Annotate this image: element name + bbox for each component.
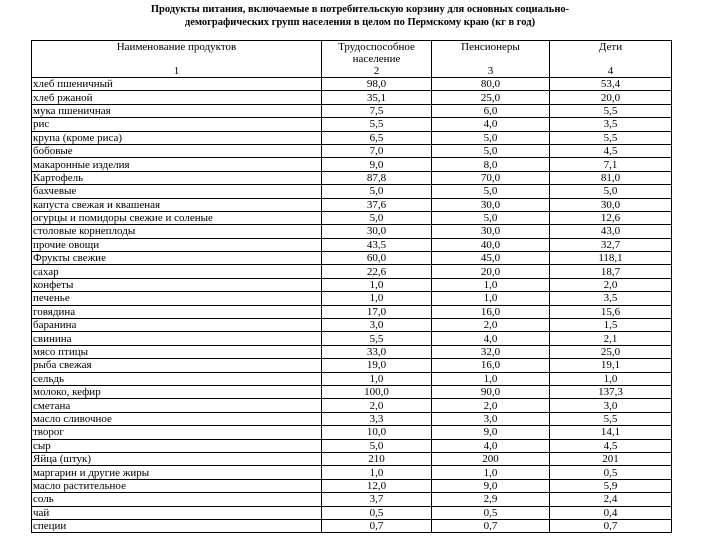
children-value: 5,0 [550,185,672,198]
working-population-value: 210 [322,452,432,465]
product-name-cell: бахчевые [32,185,322,198]
pensioners-value: 4,0 [432,118,550,131]
table-row [32,519,672,532]
product-name-cell: столовые корнеплоды [32,225,322,238]
pensioners-value: 200 [432,452,550,465]
pensioners-value: 8,0 [432,158,550,171]
children-value: 5,9 [550,479,672,492]
product-name-cell: макаронные изделия [32,158,322,171]
working-population-value: 3,3 [322,412,432,425]
column-number-row [32,65,672,78]
product-name-cell: специи [32,519,322,532]
children-value: 2,1 [550,332,672,345]
header-children: Дети [550,41,672,66]
table-row [32,104,672,117]
product-name-cell: свинина [32,332,322,345]
working-population-value: 5,0 [322,439,432,452]
pensioners-value: 0,7 [432,519,550,532]
table-row [32,185,672,198]
product-name-cell: сыр [32,439,322,452]
children-value: 81,0 [550,171,672,184]
children-value: 5,5 [550,412,672,425]
children-value: 4,5 [550,439,672,452]
pensioners-value: 1,0 [432,278,550,291]
table-row [32,493,672,506]
working-population-value: 1,0 [322,278,432,291]
table-row [32,372,672,385]
children-value: 0,5 [550,466,672,479]
table-row [32,345,672,358]
header-pensioners: Пенсионеры [432,41,550,66]
working-population-value: 5,0 [322,185,432,198]
working-population-value: 5,0 [322,211,432,224]
pensioners-value: 9,0 [432,426,550,439]
table-header-row [32,41,672,66]
product-name-cell: Яйца (штук) [32,452,322,465]
pensioners-value: 6,0 [432,104,550,117]
column-number: 1 [32,65,322,78]
working-population-value: 3,7 [322,493,432,506]
children-value: 201 [550,452,672,465]
pensioners-value: 5,0 [432,144,550,157]
table-row [32,171,672,184]
pensioners-value: 30,0 [432,198,550,211]
pensioners-value: 3,0 [432,412,550,425]
pensioners-value: 2,0 [432,399,550,412]
pensioners-value: 80,0 [432,78,550,91]
children-value: 118,1 [550,252,672,265]
title-line-2: демографических групп населения в целом по Пермскому краю (кг в год) [184,17,536,28]
pensioners-value: 1,0 [432,292,550,305]
table-row [32,479,672,492]
working-population-value: 60,0 [322,252,432,265]
pensioners-value: 1,0 [432,372,550,385]
pensioners-value: 0,5 [432,506,550,519]
children-value: 30,0 [550,198,672,211]
product-name-cell: соль [32,493,322,506]
product-name-cell: прочие овощи [32,238,322,251]
children-value: 5,5 [550,104,672,117]
product-name-cell: капуста свежая и квашеная [32,198,322,211]
children-value: 1,5 [550,319,672,332]
product-name-cell: рыба свежая [32,359,322,372]
pensioners-value: 4,0 [432,439,550,452]
product-name-cell: мука пшеничная [32,104,322,117]
table-row [32,91,672,104]
product-name-cell: баранина [32,319,322,332]
working-population-value: 1,0 [322,372,432,385]
header-product-name: Наименование продуктов [32,41,322,66]
table-row [32,359,672,372]
pensioners-value: 25,0 [432,91,550,104]
children-value: 15,6 [550,305,672,318]
document-title [60,3,660,29]
header-working-population: Трудоспособное население [322,41,432,66]
table-row [32,506,672,519]
children-value: 5,5 [550,131,672,144]
working-population-value: 98,0 [322,78,432,91]
table-row [32,278,672,291]
table-row [32,385,672,398]
table-row [32,252,672,265]
food-basket-table [31,40,672,533]
pensioners-value: 5,0 [432,211,550,224]
table-row [32,225,672,238]
children-value: 4,5 [550,144,672,157]
children-value: 18,7 [550,265,672,278]
pensioners-value: 2,0 [432,319,550,332]
product-name-cell: рис [32,118,322,131]
pensioners-value: 4,0 [432,332,550,345]
children-value: 20,0 [550,91,672,104]
product-name-cell: сметана [32,399,322,412]
pensioners-value: 16,0 [432,359,550,372]
pensioners-value: 5,0 [432,131,550,144]
children-value: 7,1 [550,158,672,171]
working-population-value: 100,0 [322,385,432,398]
children-value: 3,0 [550,399,672,412]
pensioners-value: 2,9 [432,493,550,506]
children-value: 3,5 [550,292,672,305]
children-value: 3,5 [550,118,672,131]
product-name-cell: говядина [32,305,322,318]
pensioners-value: 70,0 [432,171,550,184]
product-name-cell: сахар [32,265,322,278]
children-value: 25,0 [550,345,672,358]
table-row [32,332,672,345]
pensioners-value: 32,0 [432,345,550,358]
product-name-cell: масло сливочное [32,412,322,425]
working-population-value: 37,6 [322,198,432,211]
working-population-value: 9,0 [322,158,432,171]
working-population-value: 43,5 [322,238,432,251]
table-row [32,131,672,144]
table-row [32,439,672,452]
working-population-value: 10,0 [322,426,432,439]
table-row [32,238,672,251]
children-value: 14,1 [550,426,672,439]
children-value: 2,0 [550,278,672,291]
working-population-value: 7,0 [322,144,432,157]
table-row [32,319,672,332]
pensioners-value: 16,0 [432,305,550,318]
product-name-cell: конфеты [32,278,322,291]
working-population-value: 7,5 [322,104,432,117]
product-name-cell: хлеб ржаной [32,91,322,104]
working-population-value: 12,0 [322,479,432,492]
product-name-cell: хлеб пшеничный [32,78,322,91]
working-population-value: 0,5 [322,506,432,519]
working-population-value: 2,0 [322,399,432,412]
working-population-value: 6,5 [322,131,432,144]
column-number: 2 [322,65,432,78]
product-name-cell: бобовые [32,144,322,157]
table-row [32,158,672,171]
table-row [32,265,672,278]
children-value: 2,4 [550,493,672,506]
working-population-value: 5,5 [322,118,432,131]
pensioners-value: 45,0 [432,252,550,265]
column-number: 3 [432,65,550,78]
working-population-value: 17,0 [322,305,432,318]
children-value: 32,7 [550,238,672,251]
children-value: 0,7 [550,519,672,532]
working-population-value: 5,5 [322,332,432,345]
product-name-cell: творог [32,426,322,439]
pensioners-value: 40,0 [432,238,550,251]
table-row [32,305,672,318]
product-name-cell: молоко, кефир [32,385,322,398]
working-population-value: 30,0 [322,225,432,238]
product-name-cell: масло растительное [32,479,322,492]
table-row [32,292,672,305]
children-value: 53,4 [550,78,672,91]
pensioners-value: 9,0 [432,479,550,492]
product-name-cell: мясо птицы [32,345,322,358]
table-row [32,118,672,131]
working-population-value: 3,0 [322,319,432,332]
product-name-cell: Картофель [32,171,322,184]
children-value: 43,0 [550,225,672,238]
product-name-cell: чай [32,506,322,519]
pensioners-value: 1,0 [432,466,550,479]
working-population-value: 87,8 [322,171,432,184]
children-value: 12,6 [550,211,672,224]
table-row [32,412,672,425]
table-row [32,426,672,439]
table-row [32,144,672,157]
working-population-value: 1,0 [322,292,432,305]
working-population-value: 1,0 [322,466,432,479]
working-population-value: 22,6 [322,265,432,278]
children-value: 0,4 [550,506,672,519]
column-number: 4 [550,65,672,78]
product-name-cell: крупа (кроме риса) [32,131,322,144]
table-row [32,399,672,412]
product-name-cell: маргарин и другие жиры [32,466,322,479]
children-value: 19,1 [550,359,672,372]
table-row [32,211,672,224]
product-name-cell: огурцы и помидоры свежие и соленые [32,211,322,224]
working-population-value: 35,1 [322,91,432,104]
product-name-cell: Фрукты свежие [32,252,322,265]
pensioners-value: 30,0 [432,225,550,238]
children-value: 1,0 [550,372,672,385]
pensioners-value: 90,0 [432,385,550,398]
working-population-value: 33,0 [322,345,432,358]
children-value: 137,3 [550,385,672,398]
working-population-value: 0,7 [322,519,432,532]
pensioners-value: 5,0 [432,185,550,198]
pensioners-value: 20,0 [432,265,550,278]
product-name-cell: печенье [32,292,322,305]
working-population-value: 19,0 [322,359,432,372]
product-name-cell: сельдь [32,372,322,385]
table-row [32,78,672,91]
table-row [32,198,672,211]
table-row [32,452,672,465]
table-row [32,466,672,479]
table-body [32,78,672,533]
title-line-1: Продукты питания, включаемые в потребительскую корзину для основных социально- [150,4,570,15]
